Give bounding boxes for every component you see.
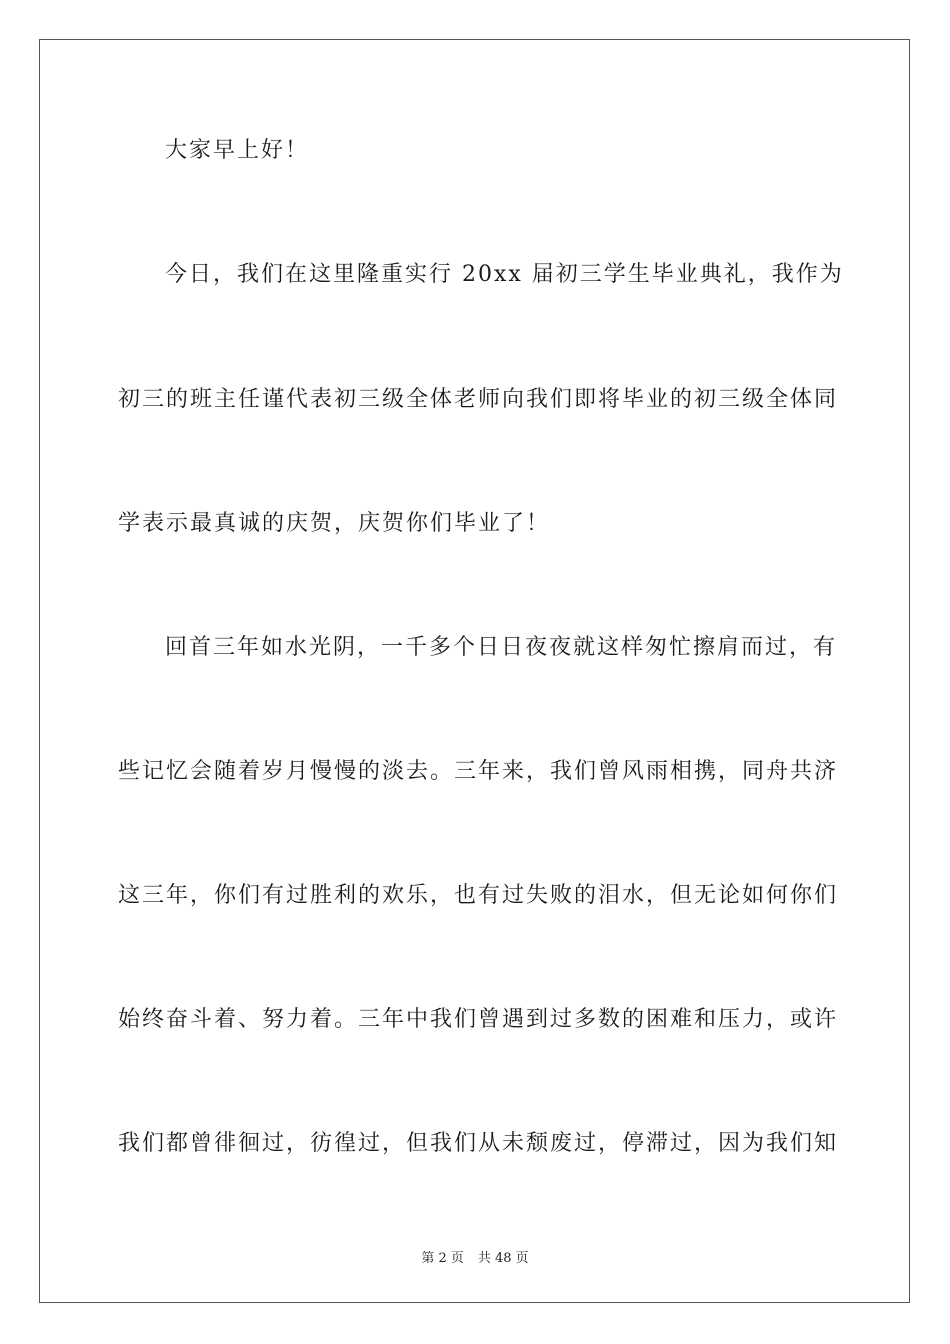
text-line: 今日，我们在这里隆重实行 20xx 届初三学生毕业典礼，我作为 <box>165 262 844 287</box>
page-footer <box>0 1247 950 1266</box>
text-line: 回首三年如水光阴，一千多个日日夜夜就这样匆忙擦肩而过，有 <box>165 635 838 660</box>
text-line: 初三的班主任谨代表初三级全体老师向我们即将毕业的初三级全体同 <box>118 387 839 412</box>
page-border <box>39 39 910 1303</box>
page-number: 第 2 页 <box>421 1251 464 1266</box>
text-line: 始终奋斗着、努力着。三年中我们曾遇到过多数的困难和压力，或许 <box>118 1007 839 1032</box>
page-total: 共 48 页 <box>477 1251 529 1266</box>
text-line: 些记忆会随着岁月慢慢的淡去。三年来，我们曾风雨相携，同舟共济 <box>118 759 839 784</box>
text-line: 我们都曾徘徊过，彷徨过，但我们从未颓废过，停滞过，因为我们知 <box>118 1131 839 1156</box>
text-line: 这三年，你们有过胜利的欢乐，也有过失败的泪水，但无论如何你们 <box>118 883 839 908</box>
text-line: 大家早上好！ <box>165 138 310 163</box>
text-line: 学表示最真诚的庆贺，庆贺你们毕业了！ <box>118 511 551 536</box>
